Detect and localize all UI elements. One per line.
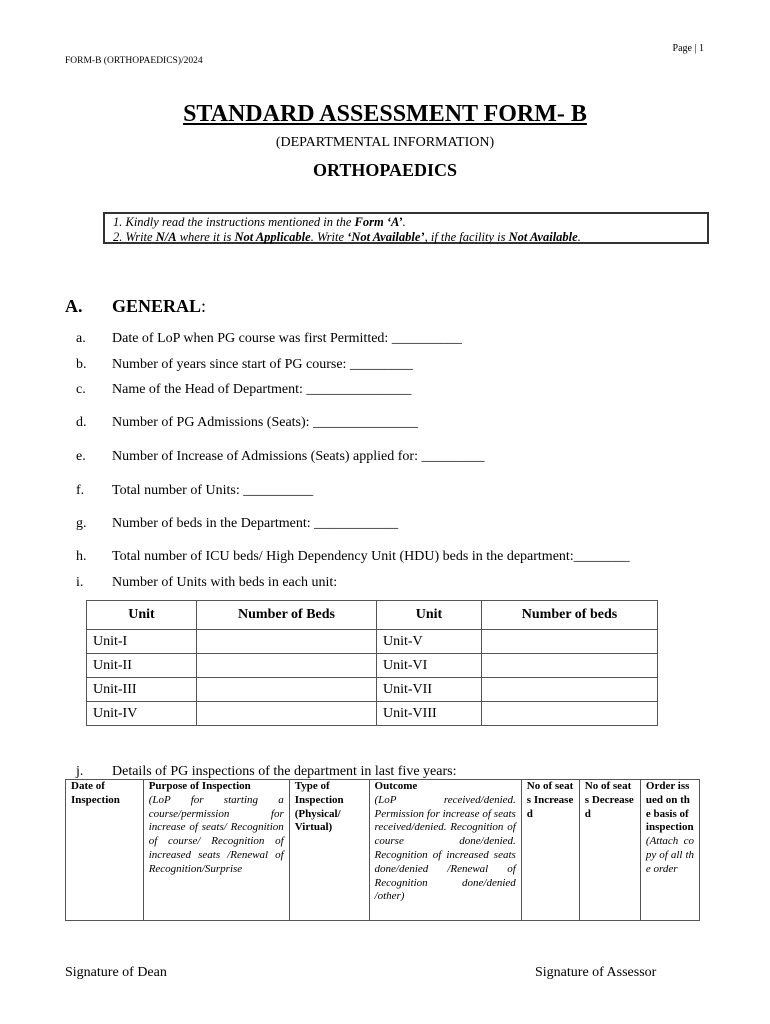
item-i-letter: i. xyxy=(76,575,84,590)
date-of-inspection-header: Date of Inspection xyxy=(66,780,144,921)
page-number: Page | 1 xyxy=(672,43,704,54)
column-header: Unit xyxy=(87,601,197,630)
outcome-header: Outcome (LoP received/denied. Permission for increase of seats received/denied. Recognition of course done/denied. Recognition of increased seats done/denied /Renewal of Recognition done/denied /other) xyxy=(369,780,521,921)
table-header-row xyxy=(87,601,658,630)
item-b-letter: b. xyxy=(76,357,87,372)
table-row xyxy=(87,654,658,678)
seats-increased-header: No of seats Increased xyxy=(521,780,579,921)
units-beds-table xyxy=(86,600,658,726)
table-row xyxy=(87,630,658,654)
item-d-admissions: Number of PG Admissions (Seats): _______________ xyxy=(112,415,419,430)
beds-cell[interactable] xyxy=(482,654,658,678)
item-a-letter: a. xyxy=(76,331,86,346)
unit-cell: Unit-VII xyxy=(377,678,482,702)
unit-cell: Unit-VIII xyxy=(377,702,482,726)
form-code: FORM-B (ORTHOPAEDICS)/2024 xyxy=(65,56,203,66)
page-title: STANDARD ASSESSMENT FORM- B xyxy=(183,101,587,127)
item-f-letter: f. xyxy=(76,483,85,498)
item-e-letter: e. xyxy=(76,449,86,464)
unit-cell: Unit-II xyxy=(87,654,197,678)
item-e-increase: Number of Increase of Admissions (Seats) applied for: _________ xyxy=(112,449,485,464)
signature-assessor: Signature of Assessor xyxy=(535,965,657,980)
beds-cell[interactable] xyxy=(482,630,658,654)
beds-cell[interactable] xyxy=(197,630,377,654)
item-i-units-beds: Number of Units with beds in each unit: xyxy=(112,575,338,590)
inspection-details-table xyxy=(65,779,700,921)
purpose-header: Purpose of Inspection (LoP for starting a course/permission for increase of seats/ Recognition of course/ Recognition of increased seats /Renewal of Recognition/Surprise xyxy=(143,780,289,921)
table-header-row xyxy=(66,780,700,921)
item-f-units: Total number of Units: __________ xyxy=(112,483,314,498)
item-j-letter: j. xyxy=(76,764,84,779)
department-name: ORTHOPAEDICS xyxy=(312,160,458,180)
beds-cell[interactable] xyxy=(197,702,377,726)
item-c-hod: Name of the Head of Department: _______________ xyxy=(112,382,412,397)
inspection-type-header: Type of Inspection (Physical/ Virtual) xyxy=(289,780,369,921)
beds-cell[interactable] xyxy=(482,678,658,702)
page-subtitle: (DEPARTMENTAL INFORMATION) xyxy=(275,135,495,150)
instruction-2: 2. Write N/A where it is Not Applicable. Write ‘Not Available’, if the facility is Not Available. xyxy=(113,230,581,244)
table-row xyxy=(87,678,658,702)
beds-cell[interactable] xyxy=(197,678,377,702)
instruction-1: 1. Kindly read the instructions mentioned in the Form ‘A’. xyxy=(113,215,406,229)
item-b-years: Number of years since start of PG course: _________ xyxy=(112,357,413,372)
section-letter: A. xyxy=(65,296,83,316)
item-h-icu-beds: Total number of ICU beds/ High Dependency Unit (HDU) beds in the department:________ xyxy=(112,549,630,564)
item-c-letter: c. xyxy=(76,382,86,397)
beds-cell[interactable] xyxy=(197,654,377,678)
unit-cell: Unit-I xyxy=(87,630,197,654)
item-g-letter: g. xyxy=(76,516,87,531)
beds-cell[interactable] xyxy=(482,702,658,726)
table-row xyxy=(87,702,658,726)
item-j-inspections: Details of PG inspections of the department in last five years: xyxy=(112,764,457,779)
unit-cell: Unit-V xyxy=(377,630,482,654)
column-header: Number of beds xyxy=(482,601,658,630)
signature-dean: Signature of Dean xyxy=(65,965,167,980)
unit-cell: Unit-III xyxy=(87,678,197,702)
instructions-box xyxy=(103,212,709,244)
item-a-lop-date: Date of LoP when PG course was first Permitted: __________ xyxy=(112,331,462,346)
unit-cell: Unit-IV xyxy=(87,702,197,726)
column-header: Unit xyxy=(377,601,482,630)
item-h-letter: h. xyxy=(76,549,87,564)
item-d-letter: d. xyxy=(76,415,87,430)
item-g-beds: Number of beds in the Department: ____________ xyxy=(112,516,399,531)
order-issued-header: Order issued on the basis of inspection (Attach copy of all the order xyxy=(640,780,699,921)
section-title: GENERAL: xyxy=(112,296,207,316)
seats-decreased-header: No of seats Decreased xyxy=(579,780,640,921)
column-header: Number of Beds xyxy=(197,601,377,630)
unit-cell: Unit-VI xyxy=(377,654,482,678)
